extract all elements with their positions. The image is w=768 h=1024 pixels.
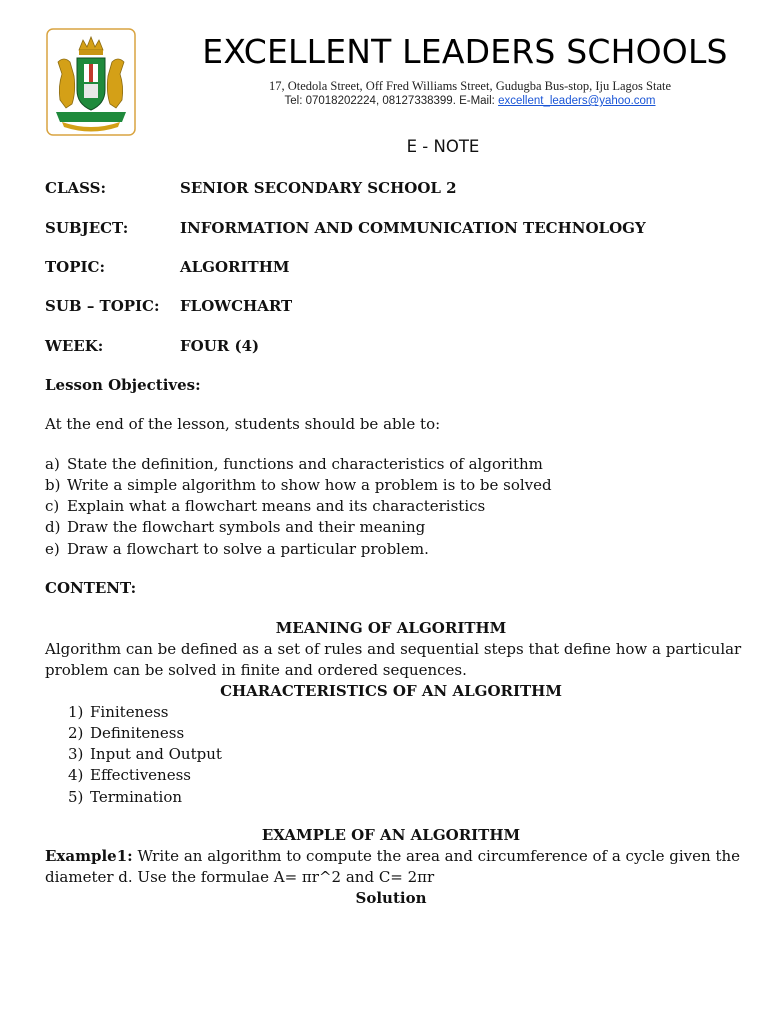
meaning-heading: MEANING OF ALGORITHM: [275, 619, 507, 637]
characteristic-item: [68, 766, 191, 784]
meaning-text-line-2: problem can be solved in finite and ordered sequences.: [45, 661, 467, 679]
list-marker: d): [45, 518, 61, 536]
email-link[interactable]: excellent_leaders@yahoo.com: [498, 95, 656, 107]
info-label: TOPIC:: [45, 258, 105, 276]
example-heading: EXAMPLE OF AN ALGORITHM: [261, 826, 521, 844]
characteristic-text: Input and Output: [90, 745, 222, 763]
objective-item: [45, 497, 485, 515]
objective-item: [45, 518, 425, 536]
school-crest-logo: [46, 28, 136, 136]
info-value: INFORMATION AND COMMUNICATION TECHNOLOGY: [180, 219, 646, 237]
meaning-text-line-1: Algorithm can be defined as a set of rules and sequential steps that define how a particular: [45, 640, 742, 658]
characteristic-item: [68, 724, 184, 742]
characteristic-text: Effectiveness: [90, 766, 191, 784]
example-line-1: [45, 847, 740, 865]
info-value: SENIOR SECONDARY SCHOOL 2: [180, 179, 457, 197]
list-marker: 3): [68, 745, 84, 763]
list-marker: 2): [68, 724, 84, 742]
school-name: EXCELLENT LEADERS SCHOOLS: [202, 32, 728, 71]
objectives-intro: At the end of the lesson, students should be able to:: [45, 415, 441, 433]
school-contact: [170, 95, 768, 107]
document-title: E - NOTE: [406, 137, 480, 156]
example-line-2: diameter d. Use the formulae A= πr^2 and C= 2πr: [45, 868, 435, 886]
example-text: Write an algorithm to compute the area and circumference of a cycle given the: [132, 847, 741, 865]
objective-text: Draw a flowchart to solve a particular problem.: [67, 540, 429, 558]
objective-item: [45, 540, 429, 558]
solution-heading: Solution: [355, 889, 427, 907]
info-label: SUB – TOPIC:: [45, 297, 160, 315]
school-address: 17, Otedola Street, Off Fred Williams Street, Gudugba Bus-stop, Iju Lagos State: [268, 79, 672, 93]
characteristics-heading: CHARACTERISTICS OF AN ALGORITHM: [220, 682, 562, 700]
list-marker: e): [45, 540, 60, 558]
info-label: CLASS:: [45, 179, 106, 197]
objective-text: Draw the flowchart symbols and their meaning: [67, 518, 426, 536]
list-marker: 5): [68, 788, 84, 806]
list-marker: a): [45, 455, 60, 473]
characteristic-text: Definiteness: [90, 724, 185, 742]
objective-item: [45, 455, 543, 473]
list-marker: 1): [68, 703, 84, 721]
characteristic-item: [68, 745, 222, 763]
list-marker: c): [45, 497, 60, 515]
info-label: SUBJECT:: [45, 219, 129, 237]
characteristic-item: [68, 703, 169, 721]
objective-item: [45, 476, 552, 494]
content-heading: CONTENT:: [45, 579, 137, 597]
objective-text: Explain what a flowchart means and its characteristics: [67, 497, 486, 515]
list-marker: b): [45, 476, 61, 494]
contact-phone: Tel: 07018202224, 08127338399. E-Mail:: [284, 95, 499, 107]
info-value: FLOWCHART: [180, 297, 293, 315]
info-value: ALGORITHM: [180, 258, 290, 276]
characteristic-text: Finiteness: [90, 703, 169, 721]
example-label: Example1:: [45, 847, 133, 865]
list-marker: 4): [68, 766, 84, 784]
objectives-heading: Lesson Objectives:: [45, 376, 201, 394]
objective-text: State the definition, functions and characteristics of algorithm: [67, 455, 543, 473]
objective-text: Write a simple algorithm to show how a problem is to be solved: [67, 476, 552, 494]
info-value: FOUR (4): [180, 337, 260, 355]
characteristic-text: Termination: [90, 788, 183, 806]
info-label: WEEK:: [45, 337, 104, 355]
characteristic-item: [68, 788, 182, 806]
